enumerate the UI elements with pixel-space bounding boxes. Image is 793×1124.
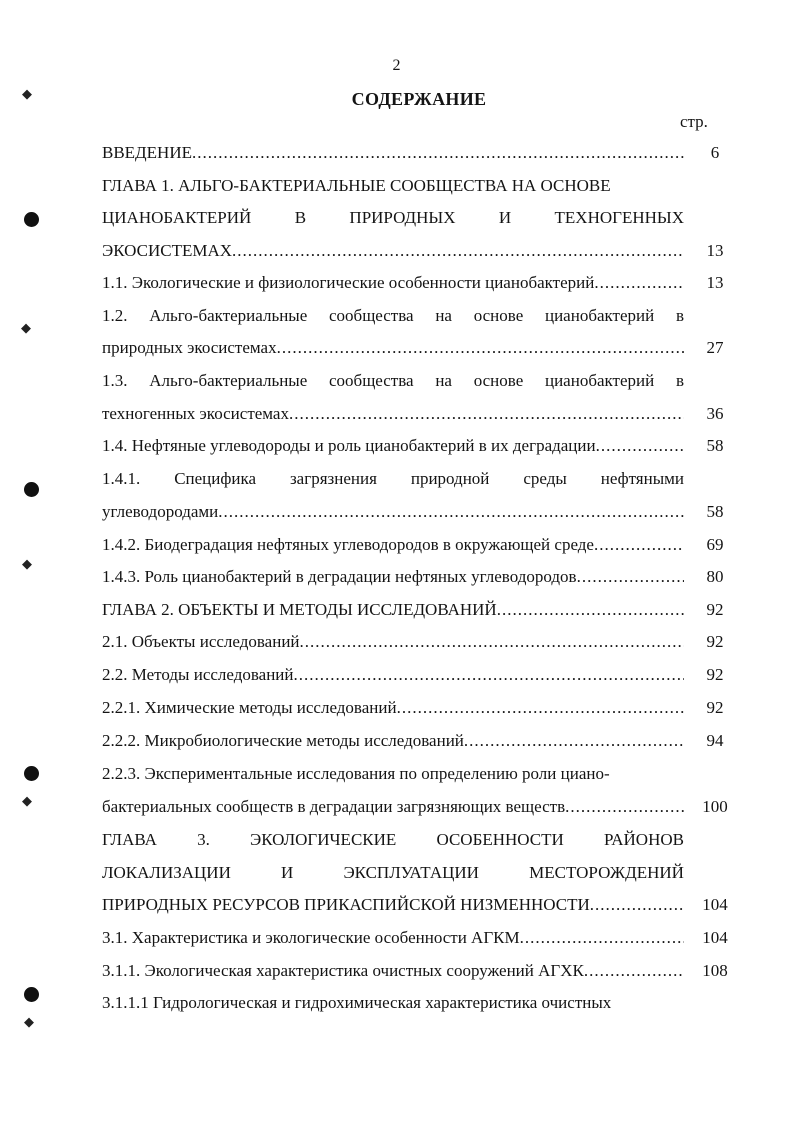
toc-entry <box>102 304 684 328</box>
toc-entry-word: ТЕХНОГЕННЫХ <box>554 208 684 227</box>
toc-entry-word: МЕСТОРОЖДЕНИЙ <box>529 863 684 882</box>
toc-page-number: 92 <box>706 665 724 684</box>
toc-page-number: 94 <box>706 731 724 750</box>
toc-entry-word: среды <box>523 469 567 488</box>
toc-entry-text: ГЛАВА 2. ОБЪЕКТЫ И МЕТОДЫ ИССЛЕДОВАНИЙ <box>102 600 497 619</box>
toc-page-number: 104 <box>702 928 728 947</box>
toc-entry-text: углеводородами <box>102 502 219 521</box>
toc-entry <box>102 141 684 165</box>
scan-speck: ◆ <box>24 1014 34 1029</box>
toc-entry-text: 2.2.2. Микробиологические методы исследований <box>102 731 464 750</box>
toc-entry <box>102 598 684 622</box>
toc-entry-word: природной <box>410 469 490 488</box>
toc-page-number: 6 <box>710 143 720 162</box>
toc-entry-word: сообщества <box>329 306 414 325</box>
toc-entry <box>102 762 684 786</box>
toc-entry-text: ВВЕДЕНИЕ <box>102 143 192 162</box>
page-title: СОДЕРЖАНИЕ <box>351 89 487 109</box>
toc-entry <box>102 174 684 198</box>
toc-entry <box>102 663 684 687</box>
toc-page-number: 13 <box>706 273 724 292</box>
toc-page-number: 69 <box>706 535 724 554</box>
toc-page-number: 108 <box>702 961 728 980</box>
toc-page-number: 58 <box>706 436 724 455</box>
toc-entry <box>102 893 684 917</box>
toc-entry <box>102 926 684 950</box>
binder-hole-mark <box>24 987 39 1002</box>
toc-entry-word: 3. <box>197 830 210 849</box>
toc-entry-word: 1.3. <box>102 371 128 390</box>
toc-entry-word: цианобактерий <box>544 306 655 325</box>
toc-entry-text: 3.1.1. Экологическая характеристика очистных сооружений АГХК <box>102 961 584 980</box>
toc-entry-text: 1.4.3. Роль цианобактерий в деградации нефтяных углеводородов <box>102 567 577 586</box>
toc-entry-text: 1.4.2. Биодеградация нефтяных углеводородов в окружающей среде <box>102 535 594 554</box>
toc-entry <box>102 630 684 654</box>
toc-entry-word: ГЛАВА <box>102 830 157 849</box>
toc-entry-text: 2.1. Объекты исследований <box>102 632 300 651</box>
toc-entry-word: ЭКОЛОГИЧЕСКИЕ <box>250 830 397 849</box>
toc-page-number: 92 <box>706 632 724 651</box>
toc-entry-text: природных экосистемах <box>102 338 277 357</box>
toc-page-number: 58 <box>706 502 724 521</box>
toc-entry-word: В <box>294 208 307 227</box>
toc-entry-word: Альго-бактериальные <box>149 371 308 390</box>
toc-entry-text: 2.2. Методы исследований <box>102 665 294 684</box>
toc-entry-text: бактериальных сообществ в деградации загрязняющих веществ <box>102 797 566 816</box>
toc-entry <box>102 500 684 524</box>
toc-entry-word: ЦИАНОБАКТЕРИЙ <box>102 208 252 227</box>
page-column-label: стр. <box>680 112 708 131</box>
toc-entry-word: Альго-бактериальные <box>149 306 308 325</box>
toc-entry-word: в <box>675 306 684 325</box>
toc-page-number: 80 <box>706 567 724 586</box>
toc-entry <box>102 206 684 230</box>
toc-entry-text: техногенных экосистемах <box>102 404 289 423</box>
binder-hole-mark <box>24 482 39 497</box>
toc-entry <box>102 369 684 393</box>
toc-entry <box>102 696 684 720</box>
toc-entry-word: основе <box>473 371 524 390</box>
toc-entry-word: Специфика <box>174 469 257 488</box>
toc-entry <box>102 467 684 491</box>
toc-page-number: 36 <box>706 404 724 423</box>
toc-entry-text: 1.1. Экологические и физиологические особенности цианобактерий <box>102 273 595 292</box>
toc-entry <box>102 959 684 983</box>
toc-page-number: 27 <box>706 338 724 357</box>
toc-entry <box>102 729 684 753</box>
toc-entry-word: в <box>675 371 684 390</box>
toc-entry-word: 1.2. <box>102 306 128 325</box>
toc-entry-text: 1.4. Нефтяные углеводороды и роль цианобактерий в их деградации <box>102 436 596 455</box>
toc-entry-word: РАЙОНОВ <box>603 830 684 849</box>
toc-entry <box>102 565 684 589</box>
toc-page-number: 100 <box>702 797 728 816</box>
toc-entry-word: ПРИРОДНЫХ <box>349 208 456 227</box>
toc-entry <box>102 336 684 360</box>
toc-entry <box>102 402 684 426</box>
toc-entry-word: цианобактерий <box>544 371 655 390</box>
scan-speck: ◆ <box>21 320 31 335</box>
toc-entry <box>102 239 684 263</box>
toc-entry-word: нефтяными <box>600 469 684 488</box>
toc-entry-word: 1.4.1. <box>102 469 141 488</box>
binder-hole-mark <box>24 212 39 227</box>
toc-entry-word: сообщества <box>329 371 414 390</box>
toc-entry <box>102 271 684 295</box>
toc-entry-word: И <box>281 863 294 882</box>
toc-entry-word: ЭКСПЛУАТАЦИИ <box>343 863 479 882</box>
toc-entry-word: основе <box>473 306 524 325</box>
scan-speck: ◆ <box>22 793 32 808</box>
toc-entry <box>102 861 684 885</box>
toc-entry <box>102 991 684 1015</box>
toc-page-number: 92 <box>706 600 724 619</box>
toc-page-number: 104 <box>702 895 728 914</box>
toc-entry-text: ПРИРОДНЫХ РЕСУРСОВ ПРИКАСПИЙСКОЙ НИЗМЕННОСТИ <box>102 895 590 914</box>
scan-speck: ◆ <box>22 556 32 571</box>
toc-entry-text: 2.2.1. Химические методы исследований <box>102 698 397 717</box>
toc-entry-text: 2.2.3. Экспериментальные исследования по определению роли циано- <box>102 764 610 783</box>
page-number: 2 <box>392 57 401 74</box>
toc-entry-word: на <box>435 306 452 325</box>
toc-page-number: 13 <box>706 241 724 260</box>
toc-entry-word: на <box>435 371 452 390</box>
scan-speck: ◆ <box>22 86 32 101</box>
toc-entry <box>102 434 684 458</box>
toc-entry-word: ЛОКАЛИЗАЦИИ <box>102 863 231 882</box>
toc-entry <box>102 533 684 557</box>
toc-entry-text: 3.1.1.1 Гидрологическая и гидрохимическая характеристика очистных <box>102 993 612 1012</box>
toc-entry-word: загрязнения <box>289 469 377 488</box>
toc-entry <box>102 828 684 852</box>
toc-entry-word: И <box>498 208 512 227</box>
toc-entry-text: 3.1. Характеристика и экологические особенности АГКМ <box>102 928 520 947</box>
toc-page-number: 92 <box>706 698 724 717</box>
toc-entry <box>102 795 684 819</box>
toc-entry-word: ОСОБЕННОСТИ <box>436 830 564 849</box>
toc-entry-text: ГЛАВА 1. АЛЬГО-БАКТЕРИАЛЬНЫЕ СООБЩЕСТВА НА ОСНОВЕ <box>102 176 611 195</box>
binder-hole-mark <box>24 766 39 781</box>
toc-entry-text: ЭКОСИСТЕМАХ <box>102 241 233 260</box>
